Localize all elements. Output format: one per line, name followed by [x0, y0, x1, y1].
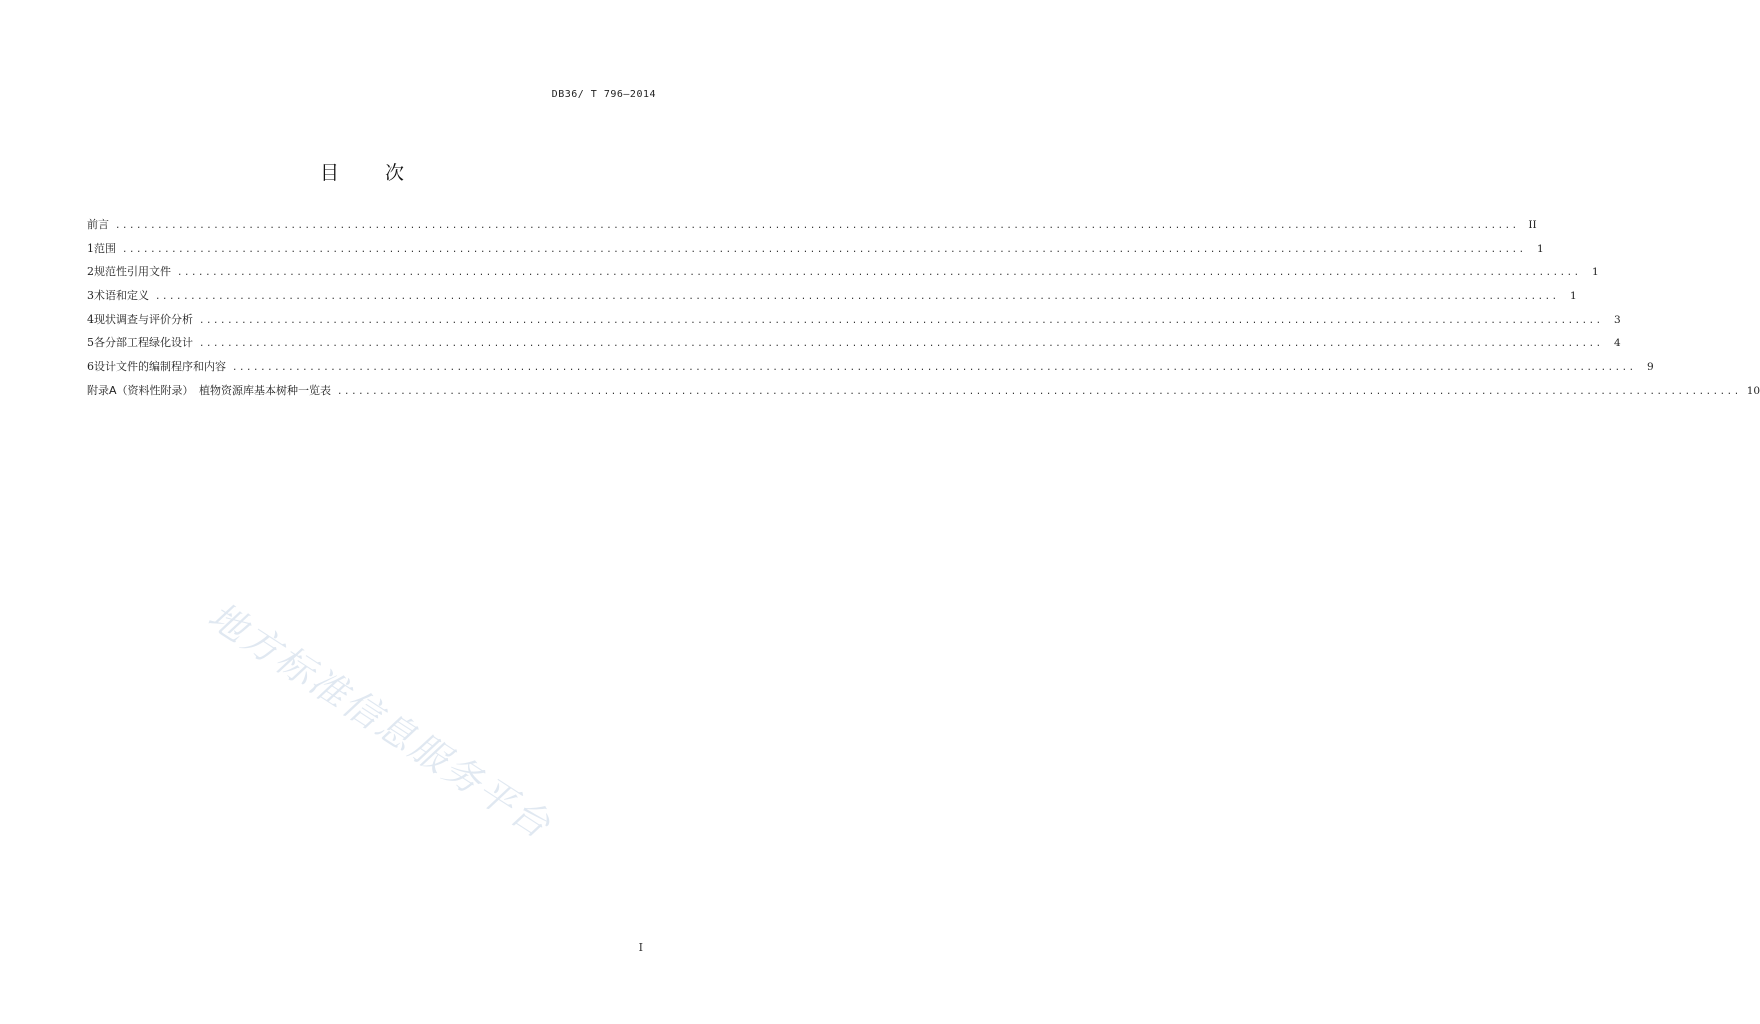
- toc-entry-page: 3: [1614, 313, 1621, 326]
- toc-entry-number: 5: [87, 336, 94, 350]
- toc-entry-greening-design[interactable]: [87, 336, 1621, 360]
- toc-entry-scope[interactable]: [87, 241, 1544, 266]
- watermark: 地方标准信息服务平台: [200, 593, 560, 848]
- toc-leader-dots: ........................................................................................................................................................................................................: [337, 386, 1741, 397]
- toc-entry-label: 前言: [87, 218, 109, 231]
- toc-leader-dots: ........................................................................................................................................................................................................: [155, 292, 1559, 303]
- table-of-contents: [87, 218, 1760, 408]
- toc-leader-dots: ........................................................................................................................................................................................................: [232, 363, 1636, 374]
- toc-entry-page: 9: [1647, 361, 1654, 374]
- toc-entry-number: 4: [87, 312, 94, 326]
- toc-leader-dots: ........................................................................................................................................................................................................: [122, 244, 1526, 255]
- toc-title: 目 次: [319, 162, 425, 184]
- toc-entry-survey-evaluation[interactable]: [87, 312, 1621, 337]
- toc-entry-foreword[interactable]: [87, 218, 1537, 242]
- toc-entry-terms-definitions[interactable]: [87, 289, 1577, 313]
- toc-entry-number: 6: [87, 360, 94, 374]
- toc-entry-appendix-a[interactable]: [87, 383, 1760, 408]
- toc-entry-label: 规范性引用文件: [94, 265, 171, 279]
- toc-entry-number: 1: [87, 241, 94, 255]
- toc-entry-label: 设计文件的编制程序和内容: [94, 360, 226, 374]
- toc-entry-label: 附录A（资料性附录） 植物资源库基本树种一览表: [87, 383, 332, 397]
- toc-entry-number: 2: [87, 265, 94, 279]
- page-number: I: [638, 941, 643, 954]
- toc-entry-label: 范围: [94, 241, 116, 255]
- toc-entry-label: 现状调查与评价分析: [94, 312, 193, 326]
- toc-entry-label: 术语和定义: [94, 289, 149, 303]
- document-code: DB36/ T 796—2014: [551, 89, 656, 100]
- toc-leader-dots: ........................................................................................................................................................................................................: [199, 339, 1603, 350]
- toc-entry-design-documents[interactable]: [87, 360, 1654, 384]
- toc-entry-page: 1: [1570, 290, 1577, 303]
- toc-entry-page: II: [1528, 219, 1537, 231]
- toc-entry-page: 1: [1537, 242, 1544, 255]
- toc-entry-page: 4: [1614, 337, 1621, 350]
- toc-entry-label: 各分部工程绿化设计: [94, 336, 193, 350]
- toc-leader-dots: ........................................................................................................................................................................................................: [115, 221, 1519, 231]
- toc-leader-dots: ........................................................................................................................................................................................................: [177, 268, 1581, 279]
- toc-entry-number: 3: [87, 289, 94, 303]
- toc-entry-normative-references[interactable]: [87, 265, 1599, 289]
- toc-leader-dots: ........................................................................................................................................................................................................: [199, 315, 1603, 326]
- toc-entry-page: 10: [1746, 384, 1760, 397]
- toc-entry-page: 1: [1592, 266, 1599, 279]
